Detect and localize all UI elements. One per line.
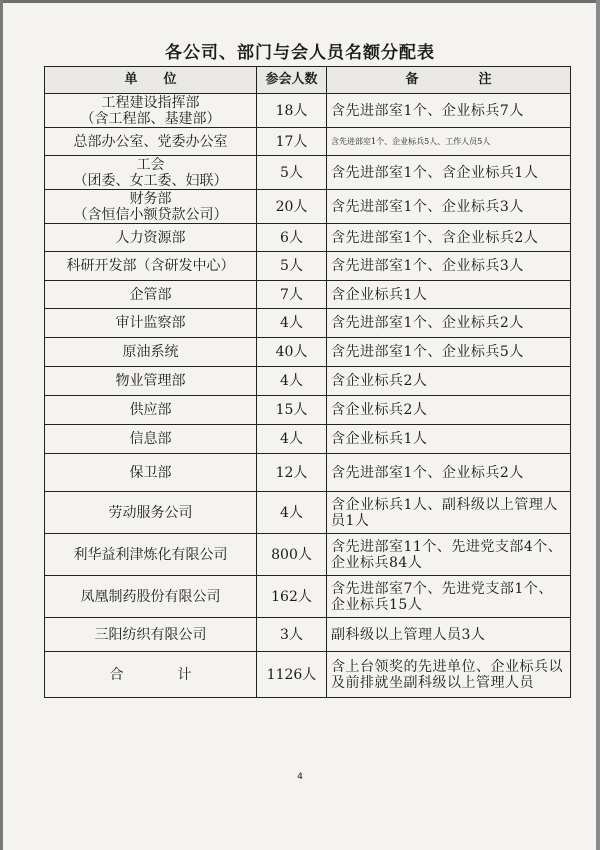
note-cell: 含先进部室1个、企业标兵3人 xyxy=(327,252,571,281)
note-cell: 含先进部室1个、含企业标兵2人 xyxy=(327,224,571,252)
count-cell: 7人 xyxy=(257,281,327,309)
unit-cell: 原油系统 xyxy=(45,338,257,367)
table-row xyxy=(45,618,571,652)
note-cell: 副科级以上管理人员3人 xyxy=(327,618,571,652)
note-cell: 含先进部室1个、企业标兵5人 xyxy=(327,338,571,367)
note-cell: 含先进部室11个、先进党支部4个、企业标兵84人 xyxy=(327,534,571,576)
unit-subtitle: （团委、女工委、妇联） xyxy=(73,172,228,189)
count-cell: 5人 xyxy=(257,156,327,190)
note-cell: 含先进部室1个、企业标兵3人 xyxy=(327,190,571,224)
count-cell: 18人 xyxy=(257,94,327,128)
table-row xyxy=(45,338,571,367)
page-edge-top xyxy=(0,0,600,3)
unit-cell xyxy=(45,156,257,190)
unit-cell: 供应部 xyxy=(45,396,257,425)
note-cell: 含先进部室1个、企业标兵5人、工作人员5人 xyxy=(327,128,571,156)
count-cell: 15人 xyxy=(257,396,327,425)
count-cell: 5人 xyxy=(257,252,327,281)
note-cell: 含企业标兵1人 xyxy=(327,281,571,309)
table-row xyxy=(45,94,571,128)
table-row xyxy=(45,454,571,492)
table-row xyxy=(45,425,571,454)
document-title: 各公司、部门与会人员名额分配表 xyxy=(165,43,435,63)
table-row xyxy=(45,224,571,252)
unit-cell xyxy=(45,128,257,156)
unit-cell xyxy=(45,94,257,128)
page-edge-left xyxy=(0,0,3,850)
count-cell: 4人 xyxy=(257,367,327,396)
note-cell: 含企业标兵2人 xyxy=(327,367,571,396)
unit-cell: 利华益利津炼化有限公司 xyxy=(45,534,257,576)
count-cell: 3人 xyxy=(257,618,327,652)
note-cell: 含企业标兵1人、副科级以上管理人员1人 xyxy=(327,492,571,534)
unit-cell: 保卫部 xyxy=(45,454,257,492)
note-cell: 含先进部室1个、企业标兵2人 xyxy=(327,309,571,338)
count-cell: 40人 xyxy=(257,338,327,367)
unit-cell: 审计监察部 xyxy=(45,309,257,338)
table-row xyxy=(45,128,571,156)
unit-cell: 科研开发部（含研发中心） xyxy=(45,252,257,281)
count-cell: 12人 xyxy=(257,454,327,492)
unit-subtitle: （含工程部、基建部） xyxy=(80,110,221,127)
table-row xyxy=(45,367,571,396)
unit-subtitle: （含恒信小额贷款公司） xyxy=(73,206,228,223)
table-row xyxy=(45,492,571,534)
table-row xyxy=(45,396,571,425)
table-row xyxy=(45,252,571,281)
total-row xyxy=(45,652,571,698)
note-cell: 含先进部室7个、先进党支部1个、企业标兵15人 xyxy=(327,576,571,618)
header-note: 备注 xyxy=(327,67,571,94)
header-count: 参会人数 xyxy=(257,67,327,94)
unit-cell: 信息部 xyxy=(45,425,257,454)
unit-cell: 三阳纺织有限公司 xyxy=(45,618,257,652)
table-row xyxy=(45,190,571,224)
unit-name: 总部办公室、党委办公室 xyxy=(73,133,228,150)
unit-cell xyxy=(45,190,257,224)
unit-cell: 劳动服务公司 xyxy=(45,492,257,534)
page-edge-right xyxy=(596,0,600,850)
table-row xyxy=(45,534,571,576)
count-cell: 6人 xyxy=(257,224,327,252)
table-row xyxy=(45,309,571,338)
total-label-cell: 合计 xyxy=(45,652,257,698)
count-cell: 17人 xyxy=(257,128,327,156)
unit-cell: 人力资源部 xyxy=(45,224,257,252)
note-cell: 含企业标兵1人 xyxy=(327,425,571,454)
count-cell: 4人 xyxy=(257,309,327,338)
unit-name: 工会 xyxy=(136,156,165,173)
count-cell: 162人 xyxy=(257,576,327,618)
total-note-cell: 含上台领奖的先进单位、企业标兵以及前排就坐副科级以上管理人员 xyxy=(327,652,571,698)
total-count-cell: 1126人 xyxy=(257,652,327,698)
note-cell: 含企业标兵2人 xyxy=(327,396,571,425)
count-cell: 800人 xyxy=(257,534,327,576)
allocation-table xyxy=(44,66,571,698)
count-cell: 20人 xyxy=(257,190,327,224)
count-cell: 4人 xyxy=(257,492,327,534)
table-row xyxy=(45,576,571,618)
page-number: 4 xyxy=(297,772,303,782)
unit-cell: 凤凰制药股份有限公司 xyxy=(45,576,257,618)
count-cell: 4人 xyxy=(257,425,327,454)
unit-name: 财务部 xyxy=(129,190,172,207)
note-cell: 含先进部室1个、企业标兵7人 xyxy=(327,94,571,128)
header-unit: 单位 xyxy=(45,67,257,94)
note-cell: 含先进部室1个、含企业标兵1人 xyxy=(327,156,571,190)
unit-cell: 物业管理部 xyxy=(45,367,257,396)
table-row xyxy=(45,281,571,309)
unit-name: 工程建设指挥部 xyxy=(101,94,200,111)
note-cell: 含先进部室1个、企业标兵2人 xyxy=(327,454,571,492)
unit-cell: 企管部 xyxy=(45,281,257,309)
table-header-row xyxy=(45,67,571,94)
table-row xyxy=(45,156,571,190)
